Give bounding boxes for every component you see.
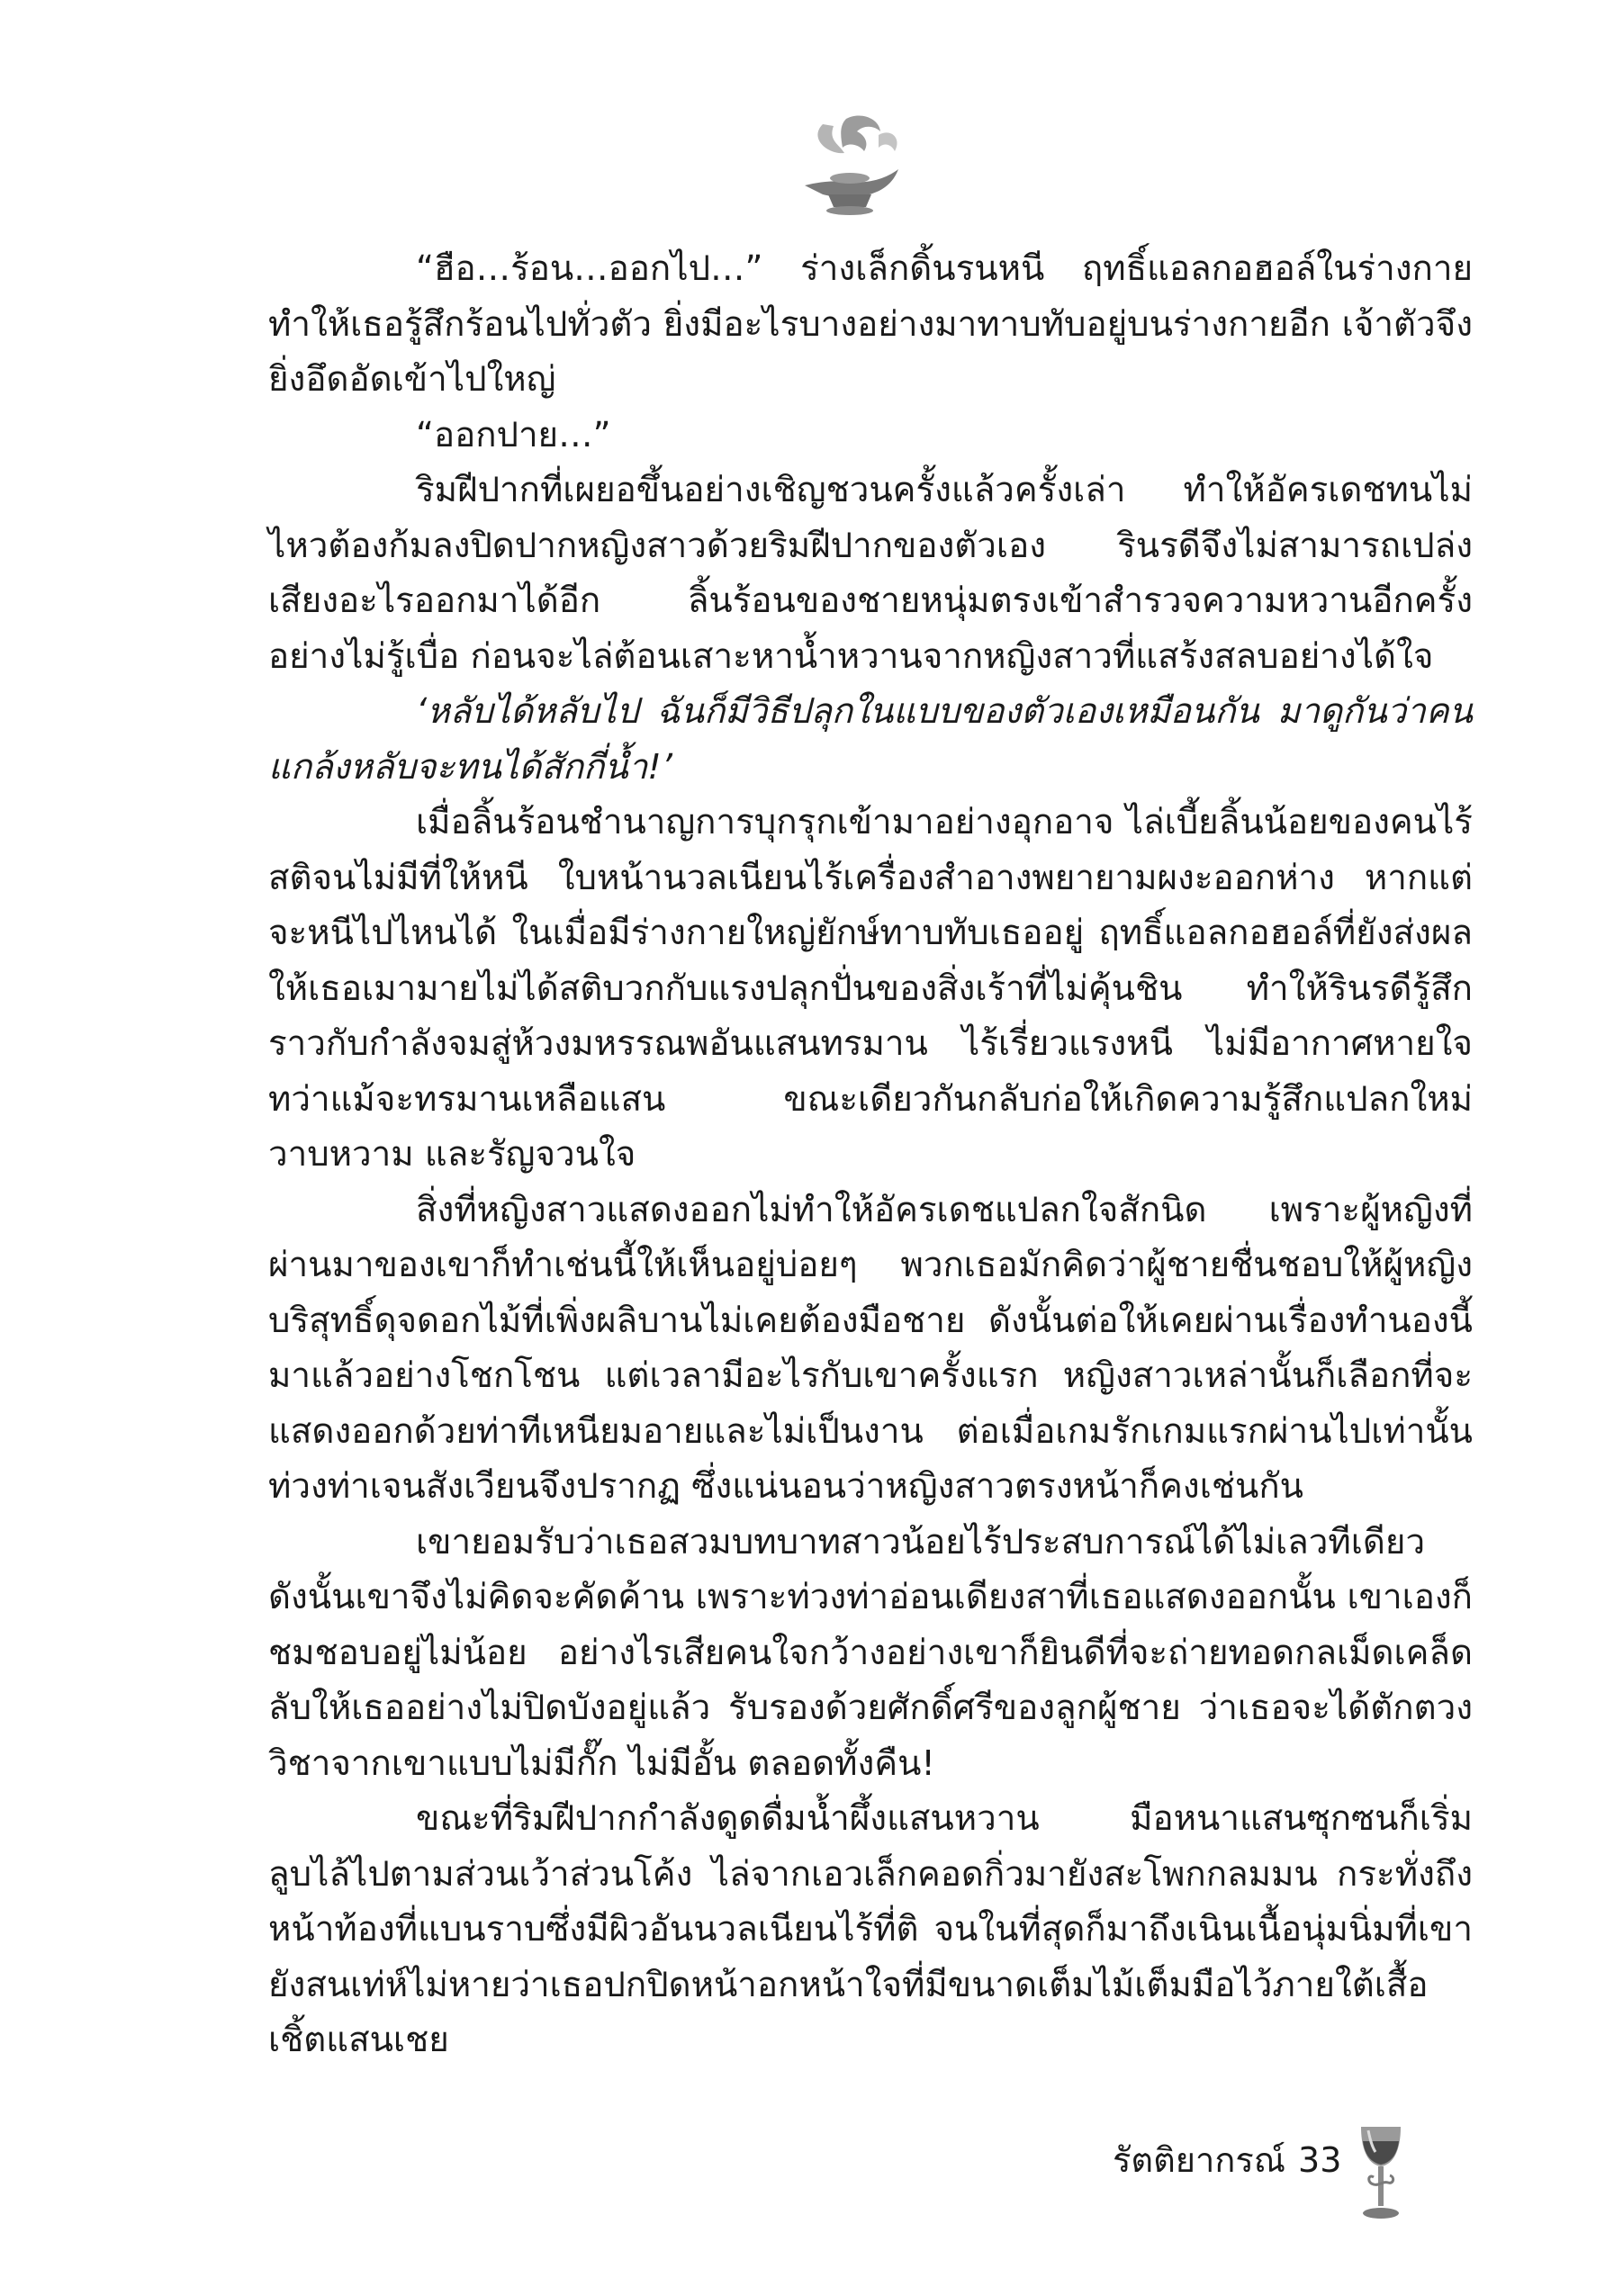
- paragraph: “ออกปาย…”: [416, 414, 611, 455]
- paragraph-italic: ‘หลับได้หลับไป ฉันก็มีวิธีปลุกในแบบของตัวเองเหมือนกัน มาดูกันว่าคนแกล้งหลับจะทนได้สักกี่น้ำ!’: [268, 691, 1473, 788]
- body-text: [268, 241, 1473, 2068]
- magic-lamp-icon: [792, 108, 909, 225]
- paragraph: “ฮือ…ร้อน…ออกไป…” ร่างเล็กดิ้นรนหนี ฤทธิ์แอลกอฮอล์ในร่างกายทำให้เธอรู้สึกร้อนไปทั่วตัว ยิ่งมีอะไรบางอย่างมาทาบทับอยู่บนร่างกายอีก เจ้าตัวจึงยิ่งอึดอัดเข้าไปใหญ่: [268, 248, 1473, 400]
- footer-text: [1113, 2138, 1341, 2183]
- wine-glass-icon: [1356, 2123, 1406, 2224]
- page-footer: [1113, 2129, 1419, 2228]
- book-title: รัตติยากรณ์: [1113, 2140, 1286, 2180]
- page-number: 33: [1298, 2140, 1342, 2180]
- paragraph: ริมฝีปากที่เผยอขึ้นอย่างเชิญชวนครั้งแล้วครั้งเล่า ทำให้อัครเดชทนไม่ไหวต้องก้มลงปิดปากหญิงสาวด้วยริมฝีปากของตัวเอง รินรดีจึงไม่สามารถเปล่งเสียงอะไรออกมาได้อีก ลิ้นร้อนของชายหนุ่มตรงเข้าสำรวจความหวานอีกครั้งอย่างไม่รู้เบื่อ ก่อนจะไล่ต้อนเสาะหาน้ำหวานจากหญิงสาวที่แสร้งสลบอย่างได้ใจ: [268, 470, 1473, 677]
- paragraph: สิ่งที่หญิงสาวแสดงออกไม่ทำให้อัครเดชแปลกใจสักนิด เพราะผู้หญิงที่ผ่านมาของเขาก็ทำเช่นนี้ให้เห็นอยู่บ่อยๆ พวกเธอมักคิดว่าผู้ชายชื่นชอบให้ผู้หญิงบริสุทธิ์ดุจดอกไม้ที่เพิ่งผลิบานไม่เคยต้องมือชาย ดังนั้นต่อให้เคยผ่านเรื่องทำนองนี้มาแล้วอย่างโชกโชน แต่เวลามีอะไรกับเขาครั้งแรก หญิงสาวเหล่านั้นก็เลือกที่จะแสดงออกด้วยท่าทีเหนียมอายและไม่เป็นงาน ต่อเมื่อเกมรักเกมแรกผ่านไปเท่านั้นท่วงท่าเจนสังเวียนจึงปรากฏ ซึ่งแน่นอนว่าหญิงสาวตรงหน้าก็คงเช่นกัน: [268, 1189, 1473, 1507]
- paragraph: ขณะที่ริมฝีปากกำลังดูดดื่มน้ำผึ้งแสนหวาน มือหนาแสนซุกซนก็เริ่มลูบไล้ไปตามส่วนเว้าส่วนโค้ง ไล่จากเอวเล็กคอดกิ่วมายังสะโพกกลมมน กระทั่งถึงหน้าท้องที่แบนราบซึ่งมีผิวอันนวลเนียนไร้ที่ติ จนในที่สุดก็มาถึงเนินเนื้อนุ่มนิ่มที่เขายังสนเท่ห์ไม่หายว่าเธอปกปิดหน้าอกหน้าใจที่มีขนาดเต็มไม้เต็มมือไว้ภายใต้เสื้อเชิ้ตแสนเชย: [268, 1798, 1473, 2060]
- paragraph: เมื่อลิ้นร้อนชำนาญการบุกรุกเข้ามาอย่างอุกอาจ ไล่เบี้ยลิ้นน้อยของคนไร้สติจนไม่มีที่ให้หนี ใบหน้านวลเนียนไร้เครื่องสำอางพยายามผงะออกห่าง หากแต่จะหนีไปไหนได้ ในเมื่อมีร่างกายใหญ่ยักษ์ทาบทับเธออยู่ ฤทธิ์แอลกอฮอล์ที่ยังส่งผลให้เธอเมามายไม่ได้สติบวกกับแรงปลุกปั่นของสิ่งเร้าที่ไม่คุ้นชิน ทำให้รินรดีรู้สึกราวกับกำลังจมสู่ห้วงมหรรณพอันแสนทรมาน ไร้เรี่ยวแรงหนี ไม่มีอากาศหายใจ ทว่าแม้จะทรมานเหลือแสน ขณะเดียวกันกลับก่อให้เกิดความรู้สึกแปลกใหม่ วาบหวาม และรัญจวนใจ: [268, 802, 1473, 1175]
- paragraph: เขายอมรับว่าเธอสวมบทบาทสาวน้อยไร้ประสบการณ์ได้ไม่เลวทีเดียว ดังนั้นเขาจึงไม่คิดจะคัดค้าน เพราะท่วงท่าอ่อนเดียงสาที่เธอแสดงออกนั้น เขาเองก็ชมชอบอยู่ไม่น้อย อย่างไรเสียคนใจกว้างอย่างเขาก็ยินดีที่จะถ่ายทอดกลเม็ดเคล็ดลับให้เธออย่างไม่ปิดบังอยู่แล้ว รับรองด้วยศักดิ์ศรีของลูกผู้ชาย ว่าเธอจะได้ตักตวงวิชาจากเขาแบบไม่มีกั๊ก ไม่มีอั้น ตลอดทั้งคืน!: [268, 1521, 1473, 1784]
